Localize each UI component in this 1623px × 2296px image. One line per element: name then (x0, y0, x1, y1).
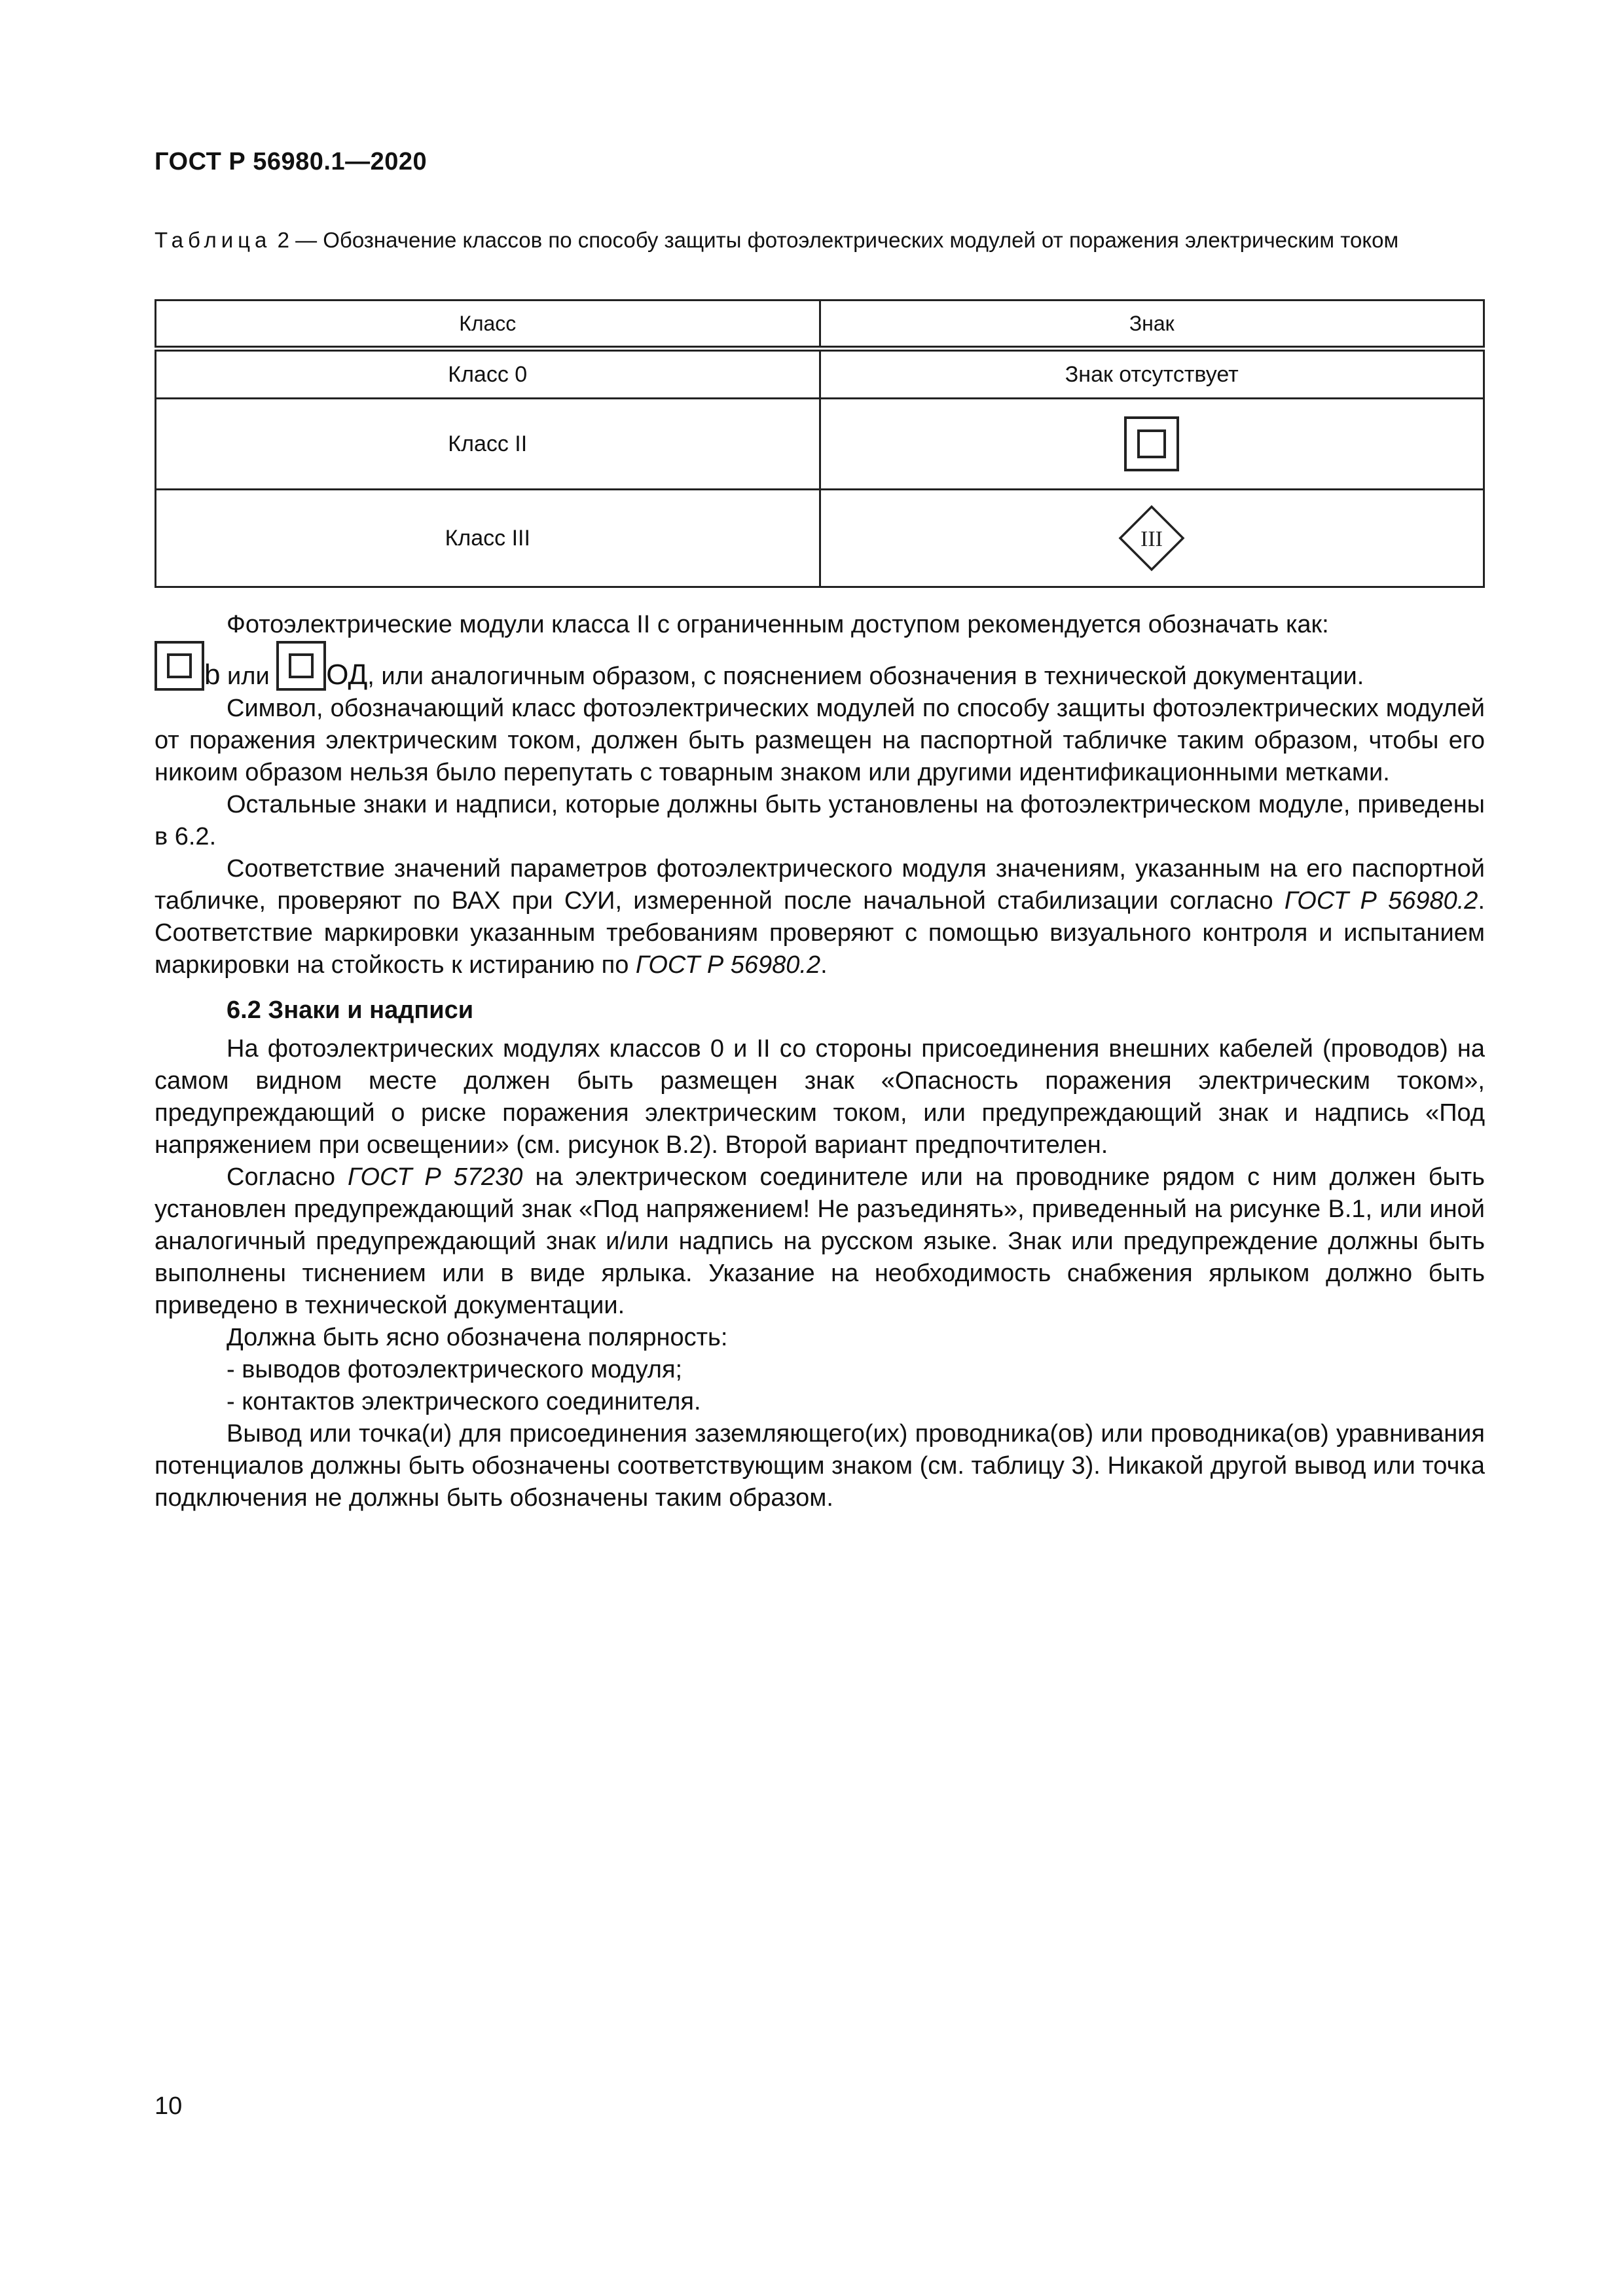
paragraph-text: Согласно (227, 1163, 348, 1191)
paragraph (155, 641, 1485, 693)
table-caption-text: 2 — Обозначение классов по способу защиты фотоэлектрических модулей от поражения электрическим током (277, 228, 1399, 252)
table-caption (155, 225, 1485, 255)
paragraph: На фотоэлектрических модулях классов 0 и II со стороны присоединения внешних кабелей (проводов) на самом видном месте должен быть размещен знак «Опасность поражения электрическим током», предупреждающий о риске поражения электрическим током, или предупреждающий знак и надпись «Под напряжением при освещении» (см. рисунок В.2). Второй вариант предпочтителен. (155, 1035, 1485, 1159)
symbol-suffix: b (204, 659, 221, 691)
paragraph (155, 1161, 1485, 1322)
paragraph (155, 609, 1485, 641)
symbol-suffix: ОД (326, 659, 368, 691)
paragraph-text: или (220, 663, 277, 690)
paragraph: Должна быть ясно обозначена полярность: (227, 1324, 728, 1351)
paragraph-text: . Соответствие маркировки указанным требованиям проверяют с помощью визуального контроля и испытанием маркировки на стойкость к истиранию по (155, 887, 1485, 979)
column-header-sign: Знак (820, 301, 1484, 349)
paragraph (155, 853, 1485, 981)
paragraph-text: . (820, 951, 828, 979)
list-item: - контактов электрического соединителя. (227, 1388, 701, 1415)
document-id: ГОСТ Р 56980.1—2020 (155, 148, 428, 175)
paragraph-text: Фотоэлектрические модули класса II с ограниченным доступом рекомендуется обозначать как: (227, 611, 1329, 638)
standard-reference: ГОСТ Р 57230 (348, 1163, 523, 1191)
column-header-class: Класс (156, 301, 820, 349)
table-row (156, 490, 1484, 587)
standard-reference: ГОСТ Р 56980.2 (635, 951, 821, 979)
table-row (156, 349, 1484, 399)
sign-cell (820, 399, 1484, 490)
paragraph-text: Соответствие значений параметров фотоэлектрического модуля значениям, указанным на его паспортной табличке, проверяют по ВАХ при СУИ, измеренной после начальной стабилизации согласно (155, 855, 1485, 915)
diamond-glyph: III (1140, 527, 1163, 551)
section-title: 6.2 Знаки и надписи (227, 996, 474, 1024)
double-square-icon (155, 641, 204, 691)
paragraph-text: на электрическом соединителе или на проводнике рядом с ним должен быть установлен предупреждающий знак «Под напряжением! Не разъединять», приведенный на рисунке В.1, или иной аналогичный предупреждающий знак и/или надпись на русском языке. Знак или предупреждение должны быть выполнены тиснением или в виде ярлыка. Указание на необходимость снабжения ярлыком должно быть приведено в технической документации. (155, 1163, 1485, 1319)
class-cell: Класс 0 (156, 349, 820, 399)
table-row (156, 399, 1484, 490)
class-cell: Класс II (156, 399, 820, 490)
paragraph: Символ, обозначающий класс фотоэлектрических модулей по способу защиты фотоэлектрических модулей от поражения электрическим током, должен быть размещен на паспортной табличке таким образом, чтобы его никоим образом нельзя было перепутать с товарным знаком или другими идентификационными метками. (155, 695, 1485, 786)
sign-cell: Знак отсутствует (820, 349, 1484, 399)
paragraph: Вывод или точка(и) для присоединения заземляющего(их) проводника(ов) или проводника(ов) уравнивания потенциалов должны быть обозначены соответствующим знаком (см. таблицу 3). Никакой другой вывод или точка подключения не должны быть обозначены таким образом. (155, 1420, 1485, 1512)
standard-reference: ГОСТ Р 56980.2 (1284, 887, 1478, 915)
page-number: 10 (155, 2092, 183, 2120)
paragraph: Остальные знаки и надписи, которые должны быть установлены на фотоэлектрическом модуле, приведены в 6.2. (155, 791, 1485, 850)
class-cell: Класс III (156, 490, 820, 587)
list-item: - выводов фотоэлектрического модуля; (227, 1356, 683, 1383)
double-square-icon (276, 641, 326, 691)
table-caption-label: Таблица (155, 228, 272, 252)
paragraph-text: , или аналогичным образом, с пояснением обозначения в технической документации. (367, 663, 1364, 690)
body-text (155, 609, 1485, 1514)
table-header-row (156, 301, 1484, 349)
diamond-III-icon (1118, 504, 1186, 572)
protection-class-table (155, 299, 1485, 588)
double-square-icon (1124, 416, 1179, 471)
sign-cell (820, 490, 1484, 587)
